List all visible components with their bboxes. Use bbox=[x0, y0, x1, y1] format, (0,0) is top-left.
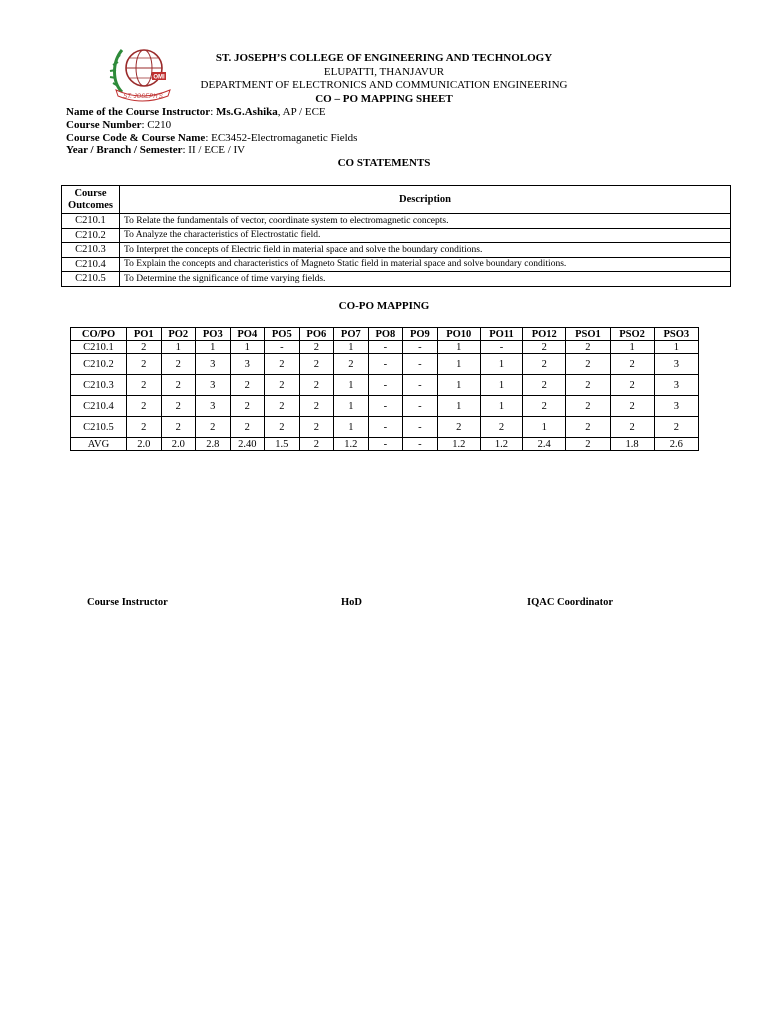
mapping-cell: 2 bbox=[127, 354, 162, 375]
co-description-cell: To Interpret the concepts of Electric field in material space and solve the boundary conditions. bbox=[120, 243, 731, 258]
mapping-cell: 2 bbox=[127, 375, 162, 396]
mapping-cell: 2 bbox=[299, 375, 334, 396]
signature-iqac-coordinator: IQAC Coordinator bbox=[527, 597, 614, 608]
mapping-header-cell: PO11 bbox=[480, 328, 522, 341]
co-code-cell: C210.5 bbox=[62, 272, 120, 287]
mapping-cell: 2 bbox=[566, 417, 610, 438]
mapping-cell: AVG bbox=[71, 438, 127, 451]
sheet-title: CO – PO MAPPING SHEET bbox=[315, 92, 453, 105]
mapping-header-cell: PO1 bbox=[127, 328, 162, 341]
mapping-cell: 2 bbox=[566, 438, 610, 451]
mapping-cell: 1 bbox=[480, 375, 522, 396]
mapping-cell: 2 bbox=[523, 396, 566, 417]
mapping-cell: 1 bbox=[654, 341, 698, 354]
mapping-header-cell: PO10 bbox=[437, 328, 480, 341]
instructor-name: Ms.G.Ashika bbox=[216, 106, 278, 118]
instructor-label: Name of the Course Instructor bbox=[66, 106, 211, 118]
course-info bbox=[66, 106, 357, 157]
mapping-cell: - bbox=[403, 417, 438, 438]
mapping-cell: - bbox=[480, 341, 522, 354]
year-value: : II / ECE / IV bbox=[182, 144, 246, 157]
mapping-cell: 1 bbox=[334, 396, 369, 417]
co-statement-row bbox=[62, 272, 731, 287]
mapping-header-cell: PO7 bbox=[334, 328, 369, 341]
co-description-cell: To Analyze the characteristics of Electrostatic field. bbox=[120, 228, 731, 243]
mapping-cell: C210.3 bbox=[71, 375, 127, 396]
mapping-cell: 2 bbox=[610, 417, 654, 438]
co-outcomes-header-line2: Outcomes bbox=[68, 199, 113, 211]
mapping-cell: 2 bbox=[161, 354, 196, 375]
mapping-cell: 2 bbox=[299, 341, 334, 354]
mapping-header-cell: PO4 bbox=[230, 328, 265, 341]
mapping-cell: 1 bbox=[334, 341, 369, 354]
mapping-cell: 2 bbox=[161, 375, 196, 396]
mapping-cell: 2.40 bbox=[230, 438, 265, 451]
mapping-cell: 3 bbox=[654, 396, 698, 417]
co-po-mapping-table bbox=[70, 327, 699, 451]
mapping-row bbox=[71, 354, 699, 375]
document-header bbox=[0, 52, 768, 106]
mapping-cell: - bbox=[368, 341, 403, 354]
mapping-cell: 2 bbox=[566, 341, 610, 354]
mapping-cell: 2 bbox=[610, 375, 654, 396]
mapping-cell: - bbox=[403, 375, 438, 396]
mapping-header-cell: PSO1 bbox=[566, 328, 610, 341]
mapping-cell: - bbox=[403, 438, 438, 451]
mapping-cell: C210.4 bbox=[71, 396, 127, 417]
mapping-row bbox=[71, 396, 699, 417]
mapping-cell: 1 bbox=[196, 341, 231, 354]
mapping-cell: - bbox=[368, 354, 403, 375]
mapping-cell: 2 bbox=[265, 375, 300, 396]
logo-ribbon-text: ST. JOSEPH'S bbox=[123, 94, 163, 100]
mapping-cell: 3 bbox=[230, 354, 265, 375]
co-statement-row bbox=[62, 243, 731, 258]
mapping-cell: - bbox=[368, 438, 403, 451]
department-name: DEPARTMENT OF ELECTRONICS AND COMMUNICATION ENGINEERING bbox=[200, 79, 568, 91]
co-code-cell: C210.3 bbox=[62, 243, 120, 258]
co-statement-row bbox=[62, 228, 731, 243]
mapping-cell: 2.0 bbox=[127, 438, 162, 451]
mapping-cell: 2 bbox=[265, 417, 300, 438]
co-statement-row bbox=[62, 257, 731, 272]
mapping-cell: 1 bbox=[523, 417, 566, 438]
signature-course-instructor: Course Instructor bbox=[87, 597, 168, 608]
mapping-cell: 3 bbox=[196, 396, 231, 417]
mapping-cell: 2 bbox=[161, 396, 196, 417]
co-po-mapping-title: CO-PO MAPPING bbox=[338, 300, 430, 312]
co-statements-title: CO STATEMENTS bbox=[337, 157, 431, 169]
mapping-cell: 1 bbox=[610, 341, 654, 354]
mapping-cell: 2 bbox=[230, 417, 265, 438]
course-number-line bbox=[66, 119, 357, 132]
mapping-cell: 3 bbox=[196, 375, 231, 396]
mapping-cell: C210.2 bbox=[71, 354, 127, 375]
mapping-cell: 1 bbox=[230, 341, 265, 354]
mapping-cell: 2 bbox=[566, 354, 610, 375]
mapping-cell: 3 bbox=[654, 375, 698, 396]
co-statements-table bbox=[61, 185, 731, 287]
mapping-cell: 1 bbox=[334, 375, 369, 396]
mapping-cell: C210.5 bbox=[71, 417, 127, 438]
mapping-cell: 2 bbox=[265, 396, 300, 417]
mapping-cell: 2.6 bbox=[654, 438, 698, 451]
instructor-line: Name of the Course Instructor: Ms.G.Ashika, AP / ECE bbox=[66, 106, 326, 118]
mapping-cell: 1 bbox=[480, 354, 522, 375]
course-number-label: Course Number bbox=[66, 118, 142, 131]
co-outcomes-header-line1: Course bbox=[74, 187, 107, 199]
mapping-cell: 2 bbox=[265, 354, 300, 375]
mapping-header-cell: PO8 bbox=[368, 328, 403, 341]
mapping-header-cell: PSO3 bbox=[654, 328, 698, 341]
mapping-cell: 2 bbox=[523, 375, 566, 396]
mapping-header-row bbox=[71, 328, 699, 341]
mapping-cell: 1 bbox=[437, 396, 480, 417]
mapping-cell: 2 bbox=[127, 341, 162, 354]
mapping-row bbox=[71, 417, 699, 438]
co-outcomes-header bbox=[62, 186, 120, 214]
mapping-cell: 1.2 bbox=[480, 438, 522, 451]
year-line bbox=[66, 144, 357, 157]
co-code-cell: C210.4 bbox=[62, 257, 120, 272]
co-description-cell: To Determine the significance of time varying fields. bbox=[120, 272, 731, 287]
mapping-row bbox=[71, 375, 699, 396]
co-description-cell: To Relate the fundamentals of vector, coordinate system to electromagnetic concepts. bbox=[120, 214, 731, 229]
mapping-cell: 2 bbox=[480, 417, 522, 438]
mapping-cell: C210.1 bbox=[71, 341, 127, 354]
mapping-cell: 2 bbox=[196, 417, 231, 438]
mapping-cell: 2 bbox=[437, 417, 480, 438]
co-description-header: Description bbox=[120, 186, 731, 214]
college-location: ELUPATTI, THANJAVUR bbox=[323, 65, 445, 78]
mapping-cell: 3 bbox=[654, 354, 698, 375]
mapping-cell: 2 bbox=[127, 396, 162, 417]
mapping-cell: - bbox=[368, 375, 403, 396]
mapping-header-cell: PO6 bbox=[299, 328, 334, 341]
mapping-cell: 1.5 bbox=[265, 438, 300, 451]
course-code-line bbox=[66, 132, 357, 145]
mapping-cell: 2 bbox=[654, 417, 698, 438]
mapping-cell: 2 bbox=[334, 354, 369, 375]
mapping-cell: 2.8 bbox=[196, 438, 231, 451]
mapping-cell: 2 bbox=[610, 396, 654, 417]
mapping-header-cell: PO12 bbox=[523, 328, 566, 341]
mapping-cell: 1.2 bbox=[334, 438, 369, 451]
mapping-header-cell: PO3 bbox=[196, 328, 231, 341]
college-name: ST. JOSEPH’S COLLEGE OF ENGINEERING AND TECHNOLOGY bbox=[215, 52, 553, 64]
logo-emblem-text: OMI bbox=[153, 74, 165, 81]
mapping-cell: 2 bbox=[523, 354, 566, 375]
mapping-cell: 2 bbox=[523, 341, 566, 354]
mapping-cell: 2 bbox=[230, 375, 265, 396]
co-code-cell: C210.1 bbox=[62, 214, 120, 229]
mapping-cell: 2 bbox=[230, 396, 265, 417]
course-code-label: Course Code & Course Name bbox=[66, 131, 206, 144]
mapping-cell: - bbox=[265, 341, 300, 354]
signature-hod: HoD bbox=[341, 597, 362, 608]
mapping-header-cell: PO2 bbox=[161, 328, 196, 341]
mapping-header-cell: PO5 bbox=[265, 328, 300, 341]
course-number-value: : C210 bbox=[141, 118, 172, 131]
mapping-body bbox=[71, 341, 699, 451]
instructor-suffix: , AP / ECE bbox=[277, 106, 326, 118]
mapping-cell: 2 bbox=[566, 396, 610, 417]
mapping-cell: - bbox=[403, 341, 438, 354]
mapping-cell: 1 bbox=[334, 417, 369, 438]
mapping-cell: 1.2 bbox=[437, 438, 480, 451]
mapping-cell: 1 bbox=[437, 375, 480, 396]
mapping-cell: 2.0 bbox=[161, 438, 196, 451]
mapping-header-cell: PO9 bbox=[403, 328, 438, 341]
mapping-cell: 2 bbox=[161, 417, 196, 438]
co-description-cell: To Explain the concepts and characteristics of Magneto Static field in material space and solve boundary conditions. bbox=[120, 257, 731, 272]
mapping-cell: 1 bbox=[437, 341, 480, 354]
mapping-cell: 1 bbox=[161, 341, 196, 354]
mapping-header-cell: CO/PO bbox=[71, 328, 127, 341]
co-code-cell: C210.2 bbox=[62, 228, 120, 243]
mapping-cell: 3 bbox=[196, 354, 231, 375]
mapping-cell: - bbox=[403, 354, 438, 375]
mapping-cell: 2 bbox=[127, 417, 162, 438]
course-code-value: : EC3452-Electromaganetic Fields bbox=[205, 131, 358, 144]
mapping-cell: - bbox=[368, 417, 403, 438]
mapping-cell: 2 bbox=[299, 396, 334, 417]
mapping-cell: 1.8 bbox=[610, 438, 654, 451]
mapping-row bbox=[71, 341, 699, 354]
mapping-cell: 2.4 bbox=[523, 438, 566, 451]
mapping-cell: 2 bbox=[610, 354, 654, 375]
mapping-cell: 2 bbox=[299, 417, 334, 438]
co-statement-row bbox=[62, 214, 731, 229]
mapping-cell: 2 bbox=[299, 354, 334, 375]
mapping-cell: - bbox=[368, 396, 403, 417]
mapping-cell: 2 bbox=[299, 438, 334, 451]
mapping-row bbox=[71, 438, 699, 451]
co-statements-body bbox=[62, 214, 731, 287]
mapping-cell: - bbox=[403, 396, 438, 417]
year-label: Year / Branch / Semester bbox=[66, 144, 183, 157]
mapping-cell: 1 bbox=[480, 396, 522, 417]
mapping-cell: 2 bbox=[566, 375, 610, 396]
mapping-header-cell: PSO2 bbox=[610, 328, 654, 341]
mapping-cell: 1 bbox=[437, 354, 480, 375]
